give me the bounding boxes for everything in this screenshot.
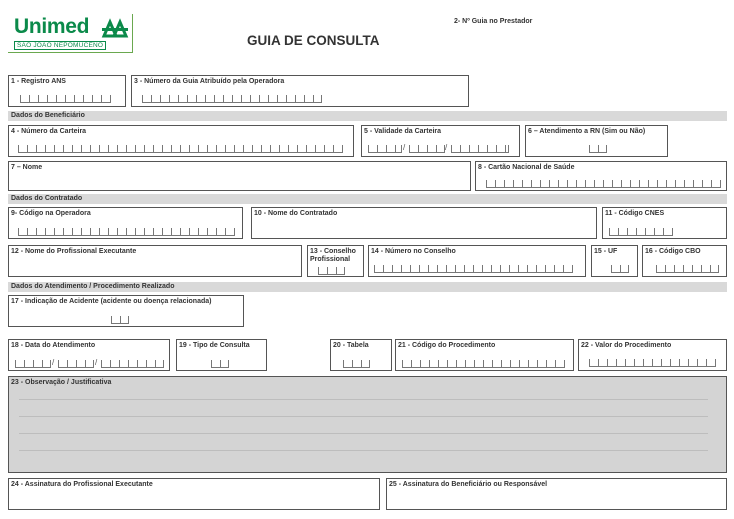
field-numero-conselho[interactable] [368,245,586,277]
input-cells[interactable] [374,265,573,273]
field-label: 9- Código na Operadora [11,210,91,217]
field-label: 16 - Código CBO [645,248,701,255]
input-cells[interactable] [486,180,721,188]
unimed-tree-icon [100,18,130,40]
field-cartao-nacional-saude[interactable] [475,161,727,191]
logo-subtitle: SÃO JOÃO NEPOMUCENO [14,41,106,50]
obs-line [19,450,708,451]
field-indicacao-acidente[interactable] [8,295,244,327]
field-label: 10 - Nome do Contratado [254,210,338,217]
field-codigo-operadora[interactable] [8,207,243,239]
field-registro-ans[interactable] [8,75,126,107]
field-label: 23 - Observação / Justificativa [11,379,112,386]
field-tabela[interactable] [330,339,392,371]
date-slash: / [95,358,98,367]
field-nome-contratado[interactable] [251,207,597,239]
input-cells-ano[interactable] [101,360,164,368]
field-nome-profissional[interactable] [8,245,302,277]
field-uf[interactable] [591,245,638,277]
page-title: GUIA DE CONSULTA [247,33,380,48]
field-label: 17 - Indicação de Acidente (acidente ou doença relacionada) [11,298,212,305]
field-validade-carteira[interactable] [361,125,520,157]
field-numero-guia-operadora[interactable] [131,75,469,107]
field-label: 12 - Nome do Profissional Executante [11,248,137,255]
date-slash: / [445,143,448,152]
input-cells[interactable] [611,265,629,273]
field-label-line2: Profissional [310,256,351,263]
input-cells-dia[interactable] [368,145,402,153]
field-label: 22 - Valor do Procedimento [581,342,672,349]
input-cells[interactable] [18,228,235,236]
input-cells[interactable] [20,95,111,103]
input-cells[interactable] [111,316,129,324]
input-cells-mes[interactable] [58,360,94,368]
field-label: 1 - Registro ANS [11,78,66,85]
field-conselho-profissional[interactable] [307,245,364,277]
input-cells[interactable] [609,228,673,236]
input-cells[interactable] [402,360,565,368]
input-cells-mes[interactable] [409,143,448,153]
field-label: 21 - Código do Procedimento [398,342,496,349]
field-label: 25 - Assinatura do Beneficiário ou Responsável [389,481,548,488]
obs-line [19,433,708,434]
input-cells-ano[interactable] [451,145,509,153]
field-label: 14 - Número no Conselho [371,248,456,255]
field-label: 6 – Atendimento a RN (Sim ou Não) [528,128,646,135]
field-nome[interactable] [8,161,471,191]
field-label: 3 - Número da Guia Atribuído pela Operadora [134,78,285,85]
input-cells[interactable] [318,267,345,275]
field-tipo-consulta[interactable] [176,339,267,371]
field-label: 19 - Tipo de Consulta [179,342,250,349]
input-cells[interactable] [589,359,716,367]
section-dados-atendimento: Dados do Atendimento / Procedimento Realizado [8,282,727,292]
field-data-atendimento[interactable] [8,339,170,371]
field-label: 15 - UF [594,248,618,255]
field-label: 11 - Código CNES [605,210,665,217]
obs-line [19,416,708,417]
input-cells[interactable] [211,360,229,368]
field-assinatura-profissional[interactable] [8,478,380,510]
field-label: 7 – Nome [11,164,43,171]
section-dados-beneficiario: Dados do Beneficiário [8,111,727,121]
input-cells[interactable] [142,95,322,103]
input-cells-dia[interactable] [15,360,51,368]
obs-line [19,399,708,400]
field-label: 4 - Número da Carteira [11,128,87,135]
field-numero-carteira[interactable] [8,125,354,157]
input-cells[interactable] [656,265,719,273]
section-dados-contratado: Dados do Contratado [8,194,727,204]
input-cells[interactable] [343,360,370,368]
field-codigo-procedimento[interactable] [395,339,574,371]
field-valor-procedimento[interactable] [578,339,727,371]
field-label: 20 - Tabela [333,342,369,349]
field-label: 13 - Conselho [310,248,356,255]
field-label: 5 - Validade da Carteira [364,128,442,135]
field-label: 18 - Data do Atendimento [11,342,96,349]
input-cells[interactable] [589,145,607,153]
guia-prestador-label: 2- Nº Guia no Prestador [454,18,533,25]
field-codigo-cbo[interactable] [642,245,727,277]
field-observacao[interactable] [8,376,727,473]
field-assinatura-beneficiario[interactable] [386,478,727,510]
field-label: 8 - Cartão Nacional de Saúde [478,164,575,171]
field-label: 24 - Assinatura do Profissional Executante [11,481,153,488]
date-slash: / [403,143,406,152]
unimed-logo [8,14,133,53]
input-cells[interactable] [18,145,343,153]
field-atendimento-rn[interactable] [525,125,668,157]
date-slash: / [52,358,55,367]
logo-text: Unimed [14,15,90,38]
field-codigo-cnes[interactable] [602,207,727,239]
